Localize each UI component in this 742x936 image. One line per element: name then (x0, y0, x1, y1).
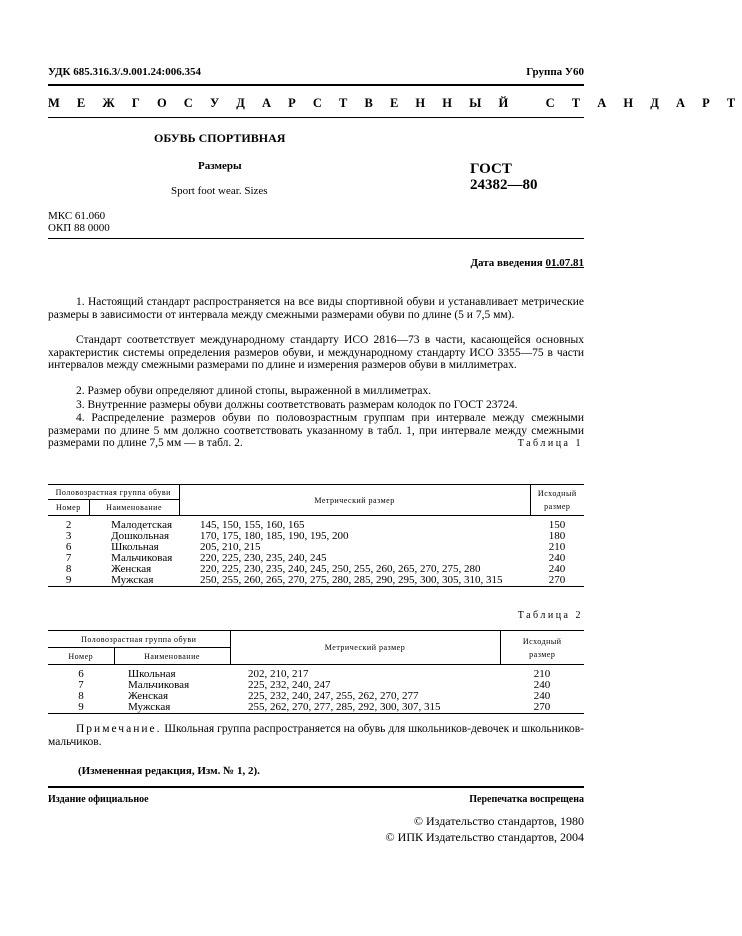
t1-header-metric: Метрический размер (179, 485, 530, 516)
t2-header-group: Половозрастная группа обуви (48, 631, 230, 648)
t1-cell-base: 240 (548, 563, 566, 575)
t1-cell-num: 6 (65, 541, 72, 553)
official-edition: Издание официальное (48, 794, 149, 805)
t1-header-name: Наименование (89, 500, 179, 516)
t2-header-name: Наименование (114, 648, 230, 665)
document-title: ОБУВЬ СПОРТИВНАЯ (154, 131, 286, 145)
t2-cell-sizes: 202, 210, 217 (248, 668, 309, 680)
t2-header-base (500, 631, 584, 665)
document-subtitle: Размеры (198, 160, 242, 172)
note-text: Школьная группа распространяется на обувь для школьников-девочек и школьников-мальчиков. (48, 723, 584, 748)
t1-cell-num: 9 (48, 575, 89, 587)
t2-header-base-line2: размер (529, 649, 556, 659)
t2-cell-name: Мальчиковая (128, 679, 190, 691)
t2-header-number: Номер (48, 648, 114, 665)
t1-header-base-line1: Исходный (537, 489, 577, 498)
t1-cell-num: 7 (65, 552, 72, 564)
amendment-note: (Измененная редакция, Изм. № 1, 2). (78, 765, 260, 777)
t2-cell-sizes: 225, 232, 240, 247 (248, 679, 331, 691)
t1-cell-base: 270 (530, 575, 584, 587)
t1-cell-base: 150 (548, 519, 566, 531)
t1-cell-name: Малодетская (111, 519, 173, 531)
t1-header-group: Половозрастная группа обуви (48, 485, 179, 500)
table1-caption: Таблица 1 (517, 438, 583, 449)
t1-cell-base: 180 (548, 530, 566, 542)
paragraph-4: 4. Распределение размеров обуви по половозрастным группам при интервале между смежными размерами по длине 5 мм должно соответствовать указанному в табл. 1, при интервале между смежными размерами по длине 7,5 мм — в табл. 2. (48, 412, 584, 449)
table-2 (48, 630, 584, 714)
mks-code: МКС 61.060 (48, 210, 106, 222)
t2-cell-num: 6 (78, 668, 84, 680)
table-1 (48, 484, 584, 587)
t1-header-base (530, 485, 584, 516)
t1-cell-sizes: 250, 255, 260, 265, 270, 275, 280, 285, 290, 295, 300, 305, 310, 315 (179, 575, 530, 587)
t1-cell-num: 2 (65, 519, 72, 531)
paragraph-1: 1. Настоящий стандарт распространяется на все виды спортивной обуви и устанавливает метрические размеры в зависимости от интервала между смежными размерами обуви по длине (5 и 7,5 мм). (48, 296, 584, 321)
introduction-date (470, 257, 584, 270)
t2-header-metric: Метрический размер (230, 631, 500, 665)
t1-cell-base: 210 (548, 541, 566, 553)
t1-cell-name: Дошкольная (111, 530, 170, 542)
t1-cell-sizes: 145, 150, 155, 160, 165 (200, 519, 305, 531)
t2-cell-sizes: 225, 232, 240, 247, 255, 262, 270, 277 (248, 690, 419, 702)
udk-code: УДК 685.316.3/.9.001.24:006.354 (48, 66, 201, 78)
note-label: Примечание. (76, 723, 162, 735)
intro-date-label: Дата введения (470, 257, 546, 269)
t1-cell-name: Женская (111, 563, 152, 575)
english-title: Sport foot wear. Sizes (171, 185, 268, 197)
t1-cell-num: 8 (65, 563, 72, 575)
t2-cell-sizes: 255, 262, 270, 277, 285, 292, 300, 307, 315 (230, 702, 500, 714)
intro-date-value: 01.07.81 (545, 257, 584, 269)
t1-cell-num: 3 (65, 530, 72, 542)
t1-cell-sizes: 170, 175, 180, 185, 190, 195, 200 (200, 530, 349, 542)
t1-cell-base: 240 (548, 552, 566, 564)
codes-rule (48, 238, 584, 239)
t2-cell-base: 270 (500, 702, 584, 714)
t2-cell-base: 210 (533, 668, 551, 680)
t2-cell-num: 7 (78, 679, 84, 691)
copyright-1980: © Издательство стандартов, 1980 (413, 814, 584, 828)
gost-number: 24382—80 (470, 177, 538, 193)
paragraph-2: 2. Размер обуви определяют длиной стопы, выраженной в миллиметрах. (76, 385, 432, 397)
paragraph-1-standards: Стандарт соответствует международному стандарту ИСО 2816—73 в части, касающейся основных характеристик системы определения размеров обуви, и международному стандарту ИСО 3355—75 в части интервалов между смежными размерами по длине и измерения размеров обуви в миллиметрах. (48, 334, 584, 371)
header-rule (48, 117, 584, 118)
t2-cell-base: 240 (533, 679, 551, 691)
t1-cell-sizes: 220, 225, 230, 235, 240, 245, 250, 255, 260, 265, 270, 275, 280 (200, 563, 481, 575)
t1-cell-name: Школьная (111, 541, 159, 553)
t2-cell-name: Школьная (128, 668, 176, 680)
gost-label: ГОСТ (470, 161, 512, 177)
t2-cell-num: 9 (48, 702, 114, 714)
t2-cell-num: 8 (78, 690, 84, 702)
okp-code: ОКП 88 0000 (48, 222, 110, 234)
paragraph-3: 3. Внутренние размеры обуви должны соответствовать размерам колодок по ГОСТ 23724. (76, 399, 518, 411)
top-rule (48, 84, 584, 86)
reprint-prohibited: Перепечатка воспрещена (469, 794, 584, 805)
t1-cell-sizes: 205, 210, 215 (200, 541, 261, 553)
t1-header-number: Номер (48, 500, 89, 516)
t1-cell-sizes: 220, 225, 230, 235, 240, 245 (200, 552, 327, 564)
table2-caption: Таблица 2 (517, 610, 583, 621)
t1-cell-name: Мужская (89, 575, 179, 587)
table-row (48, 702, 584, 714)
group-code: Группа У60 (526, 66, 584, 78)
table-row (48, 575, 584, 587)
t1-header-base-line2: размер (544, 502, 571, 511)
table-note (48, 723, 584, 748)
t2-cell-name: Мужская (114, 702, 230, 714)
t2-header-base-line1: Исходный (522, 636, 562, 646)
footer-rule (48, 786, 584, 788)
t1-cell-name: Мальчиковая (111, 552, 173, 564)
t2-cell-name: Женская (128, 690, 169, 702)
standard-type: М Е Ж Г О С У Д А Р С Т В Е Н Н Ы Й С Т А Н Д А Р Т (48, 96, 742, 110)
t2-cell-base: 240 (533, 690, 551, 702)
copyright-2004: © ИПК Издательство стандартов, 2004 (385, 830, 584, 844)
